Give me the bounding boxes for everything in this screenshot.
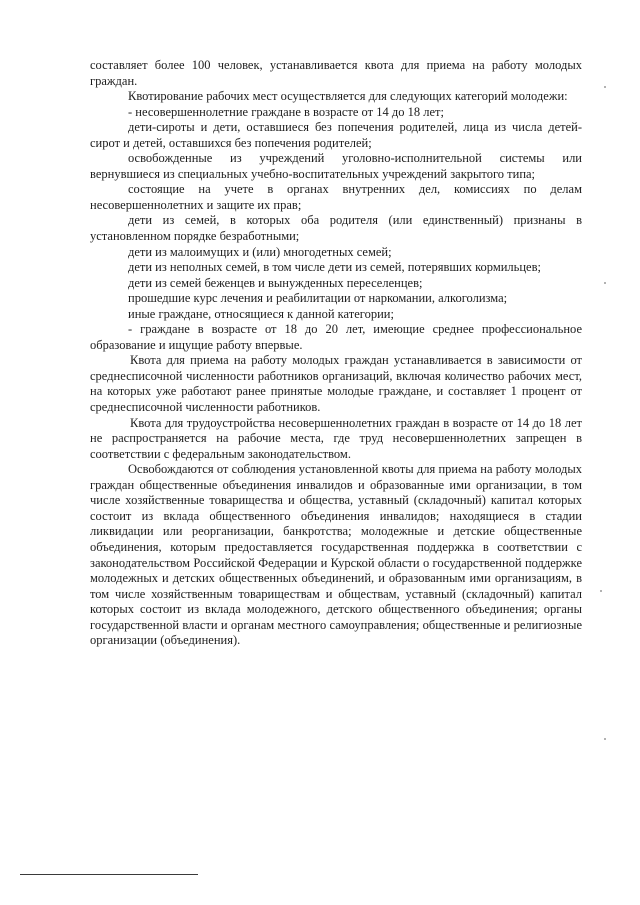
paragraph-single-parent: дети из неполных семей, в том числе дети из семей, потерявших кормильцев; (128, 260, 541, 275)
scan-speck (604, 282, 606, 284)
paragraph-exempt-organizations: Освобождаются от соблюдения установленной квоты для приема на работу молодых граждан общественные объединения инвалидов и образованные ими организации, в том числе хозяйственные товарищества и общества, уставный (складочный) капитал которых состоит из вклада общественного объединения инвалидов; находящиеся в стадии ликвидации или реорганизации, банкротства; молодежные и детские общественные объединения, которым предоставляется государственная поддержка в соответствии с законодательством Российской Федерации и Курской области о государственной поддержке молодежных и детских общественных объединений, и образованным ими организациям, в том числе хозяйственным товариществам и обществам, уставный (складочный) капитал которых состоит из вклада молодежного, детского общественного объединения; органы государственной власти и органам местного самоуправления; общественные и религиозные организации (объединения). (90, 462, 582, 648)
scan-speck (604, 86, 606, 88)
paragraph-categories-intro: Квотирование рабочих мест осуществляется для следующих категорий молодежи: (128, 89, 568, 104)
paragraph-age-18-20: - граждане в возрасте от 18 до 20 лет, имеющие среднее профессиональное образование и ищущие работу впервые. (90, 322, 582, 352)
scan-speck (604, 738, 606, 740)
paragraph-quota-calculation: Квота для приема на работу молодых граждан устанавливается в зависимости от среднесписочной численности работников организаций, включая количество рабочих мест, на которых уже работают ранее принятые молодые граждане, и составляет 1 процент от среднесписочной численности работников. (90, 353, 582, 415)
paragraph-unemployed-parents: дети из семей, в которых оба родителя (или единственный) признаны в установленном порядке безработными; (90, 213, 582, 244)
paragraph-registered: состоящие на учете в органах внутренних дел, комиссиях по делам несовершеннолетних и защите их прав; (90, 182, 582, 212)
paragraph-low-income: дети из малоимущих и (или) многодетных семей; (128, 244, 392, 259)
paragraph-minors: - несовершеннолетние граждане в возрасте от 14 до 18 лет; (128, 104, 444, 119)
paragraph-released: освобожденные из учреждений уголовно-исполнительной системы или вернувшиеся из специальных учебно-воспитательных учреждений закрытого типа; (90, 151, 582, 181)
paragraph-quota-intro: составляет более 100 человек, устанавливается квота для приема на работу молодых граждан. (90, 58, 582, 88)
paragraph-other-citizens: иные граждане, относящиеся к данной категории; (128, 306, 394, 321)
footer-rule (20, 874, 198, 875)
document-body (90, 58, 582, 649)
paragraph-orphans: дети-сироты и дети, оставшиеся без попечения родителей, лица из числа детей-сирот и детей, оставшихся без попечения родителей; (90, 120, 582, 150)
paragraph-minors-exemption: Квота для трудоустройства несовершеннолетних граждан в возрасте от 14 до 18 лет не распространяется на рабочие места, где труд несовершеннолетних запрещен в соответствии с федеральным законодательством. (90, 415, 582, 461)
scan-speck (600, 590, 602, 592)
paragraph-rehabilitation: прошедшие курс лечения и реабилитации от наркомании, алкоголизма; (128, 291, 508, 306)
paragraph-refugees: дети из семей беженцев и вынужденных переселенцев; (128, 275, 423, 290)
